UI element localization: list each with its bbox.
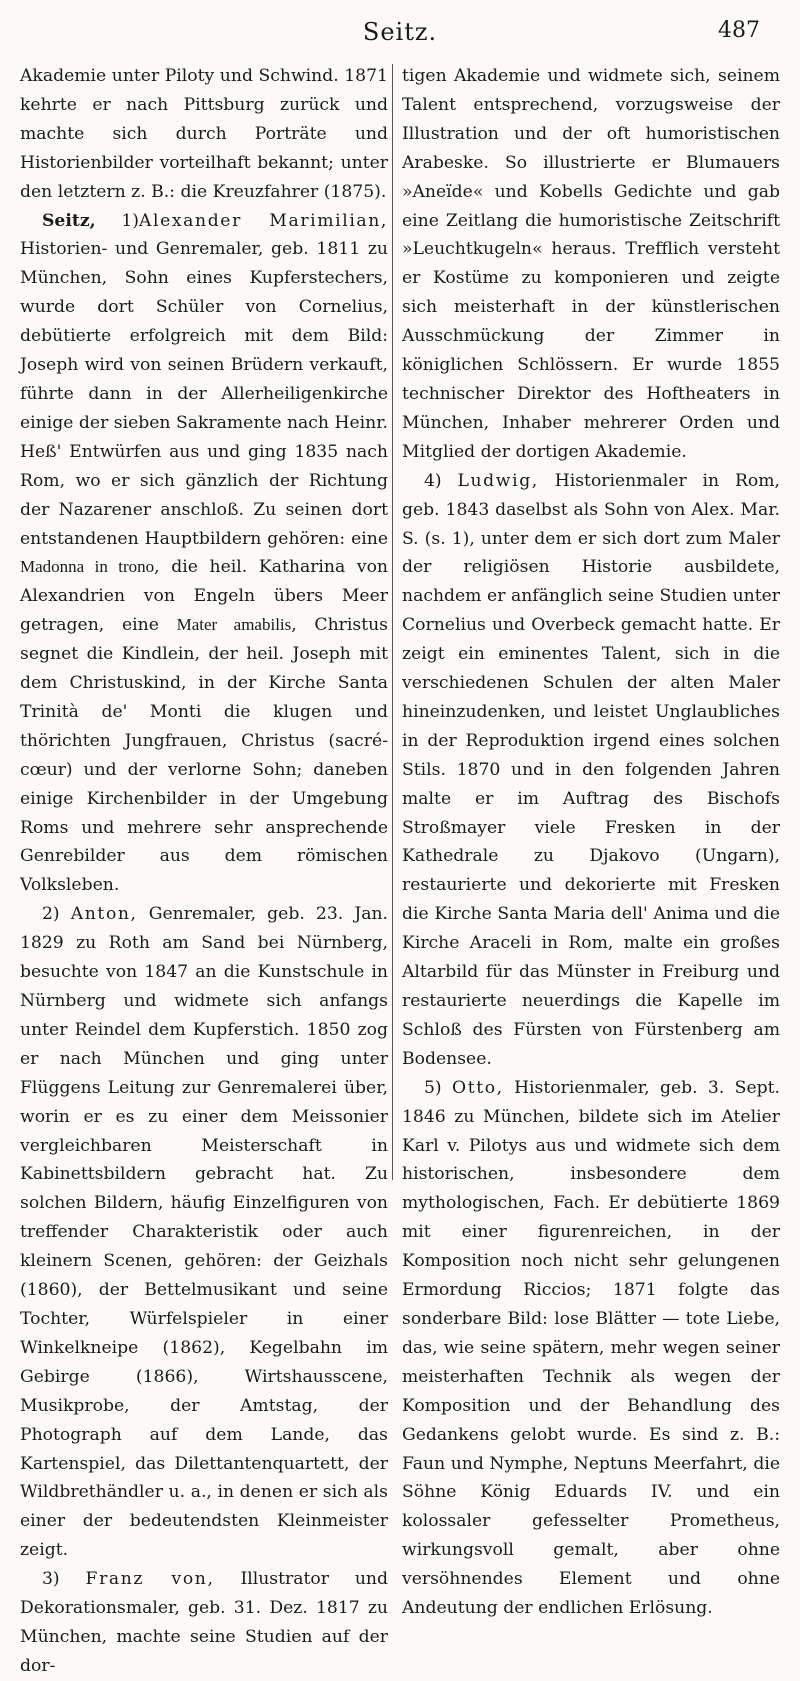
running-head: Seitz.: [362, 18, 438, 46]
paragraph-continued: Akademie unter Piloty und Schwind. 1871 kehrte er nach Pittsburg zurück und machte sich durch Porträte und Historienbilder vorteilhaft bekannt; unter den letztern z. B.: die Kreuzfahrer (1875).: [20, 66, 388, 202]
entry-headword: Seitz,: [42, 210, 96, 231]
entry-name: Anton,: [70, 904, 138, 925]
entry-franz: 3) Franz von, Illustrator und Dekorationsmaler, geb. 31. Dez. 1817 zu München, machte seine Studien auf der dor-: [20, 1569, 388, 1676]
entry-name: Otto,: [452, 1077, 504, 1098]
column-divider: [392, 64, 393, 1180]
latin-title: Mater amabilis: [176, 615, 292, 635]
entry-ludwig: 4) Ludwig, Historienmaler in Rom, geb. 1843 daselbst als Sohn von Alex. Mar. S. (s. 1), unter dem er sich dort zum Maler der religiösen Historie ausbildete, nachdem er anfänglich seine Studien unter Cornelius und Overbeck gemacht hatte. Er zeigt ein eminentes Talent, sich in die verschiedenen Schulen der alten Maler hineinzudenken, und leistet Unglaubliches in der Reproduktion irgend eines solchen Stils. 1870 und in den folgenden Jahren malte er im Auftrag des Bischofs Stroßmayer viele Fresken in der Kathedrale zu Djakovo (Ungarn), restaurierte und dekorierte mit Fresken die Kirche Santa Maria dell' Anima und die Kirche Araceli in Rom, malte ein großes Altarbild für das Münster in Freiburg und restaurierte neuerdings die Kapelle im Schloß des Fürsten von Fürstenberg am Bodensee.: [402, 470, 780, 1069]
entry-alexander: Seitz, 1)Alexander Marimilian, Historien- und Genremaler, geb. 1811 zu München, Sohn eines Kupferstechers, wurde dort Schüler von Cornelius, debütierte erfolgreich mit dem Bild: Joseph wird von seinen Brüdern verkauft, führte dann in der Allerheiligenkirche einige der sieben Sakramente nach Heinr. Heß' Entwürfen aus und ging 1835 nach Rom, wo er sich gänzlich der Richtung der Nazarener anschloß. Zu seinen dort entstandenen Hauptbildern gehören: eine Madonna in trono, die heil. Katharina von Alexandrien von Engeln übers Meer getragen, eine Mater amabilis, Christus segnet die Kindlein, der heil. Joseph mit dem Christuskind, in der Kirche Santa Trinità de' Monti die klugen und thörichten Jungfrauen, Christus (sacré-cœur) und der verlorne Sohn; daneben einige Kirchenbilder in der Umgebung Roms und mehrere sehr ansprechende Genrebilder aus dem römischen Volksleben.: [20, 210, 388, 896]
entry-anton: 2) Anton, Genremaler, geb. 23. Jan. 1829 zu Roth am Sand bei Nürnberg, besuchte von 1847 an die Kunstschule in Nürnberg und widmete sich anfangs unter Reindel dem Kupferstich. 1850 zog er nach München und ging unter Flüggens Leitung zur Genremalerei über, worin er es zu einer dem Meissonier vergleichbaren Meisterschaft in Kabinettsbildern gebracht hat. Zu solchen Bildern, häufig Einzelfiguren von treffender Charakteristik oder auch kleinern Scenen, gehören: der Geizhals (1860), der Bettelmusikant und seine Tochter, Würfelspieler in einer Winkelkneipe (1862), Kegelbahn im Gebirge (1866), Wirtshausscene, Musikprobe, der Amtstag, der Photograph auf dem Lande, das Kartenspiel, das Dilettantenquartett, der Wildbrethändler u. a., in denen er sich als einer der bedeutendsten Kleinmeister zeigt.: [20, 904, 389, 1561]
entry-otto: 5) Otto, Historienmaler, geb. 3. Sept. 1846 zu München, bildete sich im Atelier Karl v. Pilotys aus und widmete sich dem historischen, insbesondere dem mythologischen, Fach. Er debütierte 1869 mit einer figurenreichen, in der Komposition noch nicht sehr gelungenen Ermordung Riccios; 1871 folgte das sonderbare Bild: lose Blätter — tote Liebe, das, wie seine spätern, mehr wegen seiner meisterhaften Technik als wegen der Komposition und der Behandlung des Gedankens gelobt wurde. Es sind z. B.: Faun und Nymphe, Neptuns Meerfahrt, die Söhne König Eduards IV. und ein kolossaler gefesselter Prometheus, wirkungsvoll gemalt, aber ohne versöhnendes Element und ohne Andeutung der endlichen Erlösung.: [402, 1077, 780, 1619]
right-column: [402, 62, 780, 1623]
paragraph-continued: tigen Akademie und widmete sich, seinem Talent entsprechend, vorzugsweise der Illustration und der oft humoristischen Arabeske. So illustrierte er Blumauers »Aneïde« und Kobells Gedichte und gab eine Zeitlang die humoristische Zeitschrift »Leuchtkugeln« heraus. Trefflich versteht er Kostüme zu komponieren und zeigte sich meisterhaft in der künstlerischen Ausschmückung der Zimmer in königlichen Schlössern. Er wurde 1855 technischer Direktor des Hoftheaters in München, Inhaber mehrerer Orden und Mitglied der dortigen Akademie.: [402, 66, 780, 462]
entry-name: Franz von,: [85, 1569, 215, 1590]
entry-name: Alexander Marimilian,: [139, 210, 388, 231]
left-column: [20, 62, 388, 1681]
page-header: [20, 14, 780, 54]
latin-title: Madonna in trono: [20, 557, 155, 577]
entry-name: Ludwig,: [457, 470, 539, 491]
page-number: 487: [718, 18, 760, 43]
